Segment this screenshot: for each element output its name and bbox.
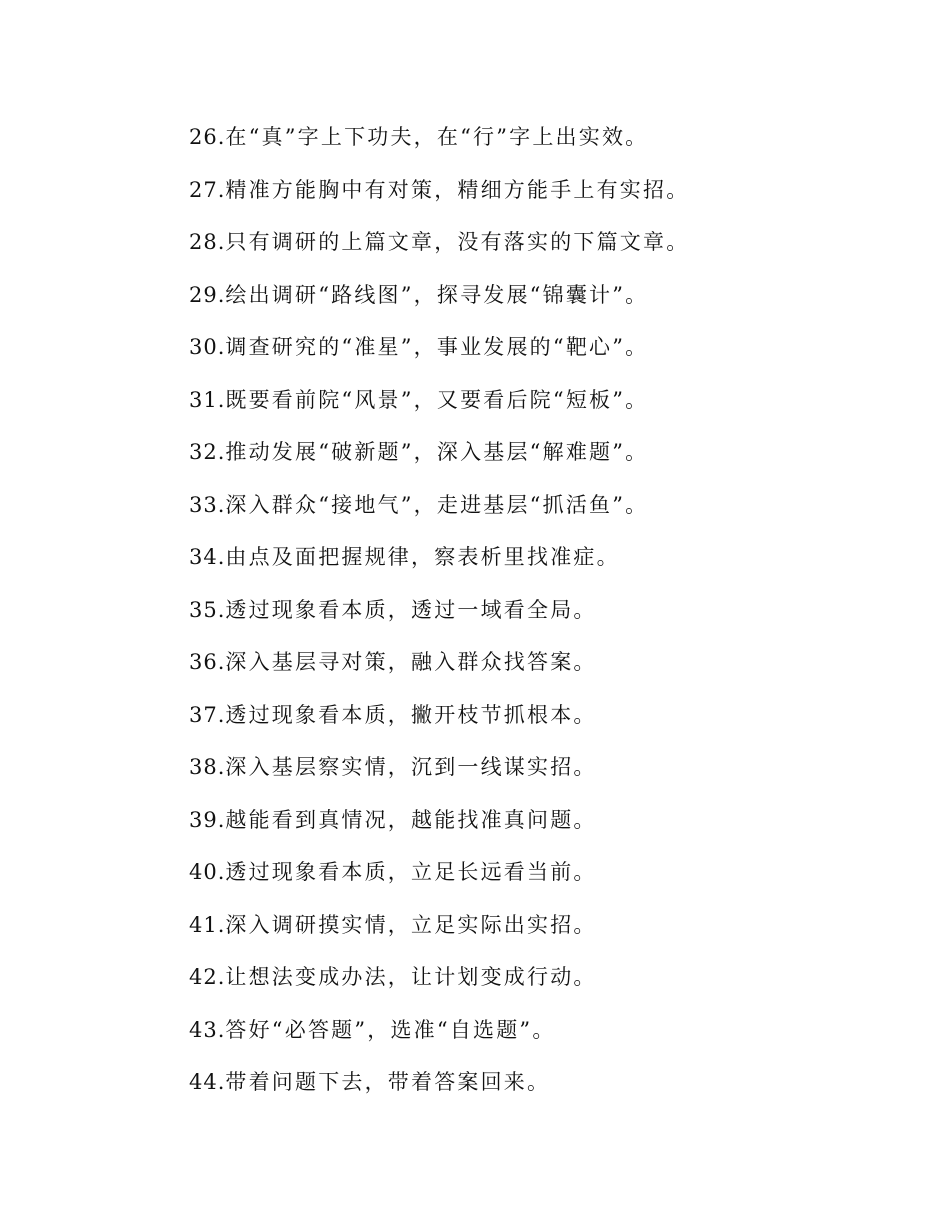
list-item — [189, 327, 889, 380]
list-item — [189, 905, 889, 958]
item-text: 只有调研的上篇文章，没有落实的下篇文章。 — [225, 230, 690, 254]
list-item — [189, 800, 889, 853]
item-text: 调查研究的“准星”，事业发展的“靶心”。 — [225, 335, 649, 359]
list-item — [189, 852, 889, 905]
item-number: 26. — [189, 125, 226, 149]
item-number: 44. — [189, 1070, 226, 1094]
item-text: 由点及面把握规律，察表析里找准症。 — [225, 545, 620, 569]
item-number: 35. — [189, 597, 226, 622]
list-item — [189, 957, 889, 1010]
item-text: 透过现象看本质，透过一域看全局。 — [225, 597, 597, 622]
list-item — [189, 380, 889, 433]
item-number: 41. — [189, 912, 226, 937]
list-item — [189, 117, 889, 170]
item-text: 既要看前院“风景”，又要看后院“短板”。 — [225, 387, 649, 412]
item-number: 29. — [189, 282, 226, 307]
item-text: 透过现象看本质，立足长远看当前。 — [225, 860, 597, 884]
item-number: 37. — [189, 702, 226, 727]
item-number: 32. — [189, 440, 226, 464]
list-item — [189, 1010, 889, 1063]
item-text: 深入调研摸实情，立足实际出实招。 — [225, 912, 597, 937]
item-text: 精准方能胸中有对策，精细方能手上有实招。 — [225, 177, 690, 202]
list-item — [189, 1062, 889, 1115]
item-text: 深入基层寻对策，融入群众找答案。 — [225, 650, 597, 674]
item-text: 推动发展“破新题”，深入基层“解难题”。 — [225, 440, 649, 464]
list-item — [189, 222, 889, 275]
item-number: 40. — [189, 860, 226, 884]
slogan-list — [189, 117, 889, 1115]
list-item — [189, 747, 889, 800]
item-text: 深入基层察实情，沉到一线谋实招。 — [225, 755, 597, 779]
item-number: 30. — [189, 335, 226, 359]
item-text: 绘出调研“路线图”，探寻发展“锦囊计”。 — [225, 282, 649, 307]
item-number: 39. — [189, 807, 226, 832]
list-item — [189, 642, 889, 695]
item-number: 34. — [189, 545, 226, 569]
item-text: 让想法变成办法，让计划变成行动。 — [225, 965, 597, 989]
item-number: 31. — [189, 387, 226, 412]
item-number: 28. — [189, 230, 226, 254]
list-item — [189, 485, 889, 538]
item-text: 深入群众“接地气”，走进基层“抓活鱼”。 — [225, 492, 649, 517]
item-text: 越能看到真情况，越能找准真问题。 — [225, 807, 597, 832]
list-item — [189, 537, 889, 590]
item-number: 33. — [189, 492, 226, 517]
list-item — [189, 170, 889, 223]
item-number: 36. — [189, 650, 226, 674]
list-item — [189, 590, 889, 643]
list-item — [189, 695, 889, 748]
item-number: 38. — [189, 755, 226, 779]
list-item — [189, 275, 889, 328]
list-item — [189, 432, 889, 485]
item-text: 透过现象看本质，撇开枝节抓根本。 — [225, 702, 597, 727]
item-text: 带着问题下去，带着答案回来。 — [225, 1070, 551, 1094]
item-number: 43. — [189, 1017, 226, 1042]
item-text: 在“真”字上下功夫，在“行”字上出实效。 — [225, 125, 649, 149]
item-number: 27. — [189, 177, 226, 202]
item-number: 42. — [189, 965, 226, 989]
item-text: 答好“必答题”，选准“自选题”。 — [225, 1017, 556, 1042]
